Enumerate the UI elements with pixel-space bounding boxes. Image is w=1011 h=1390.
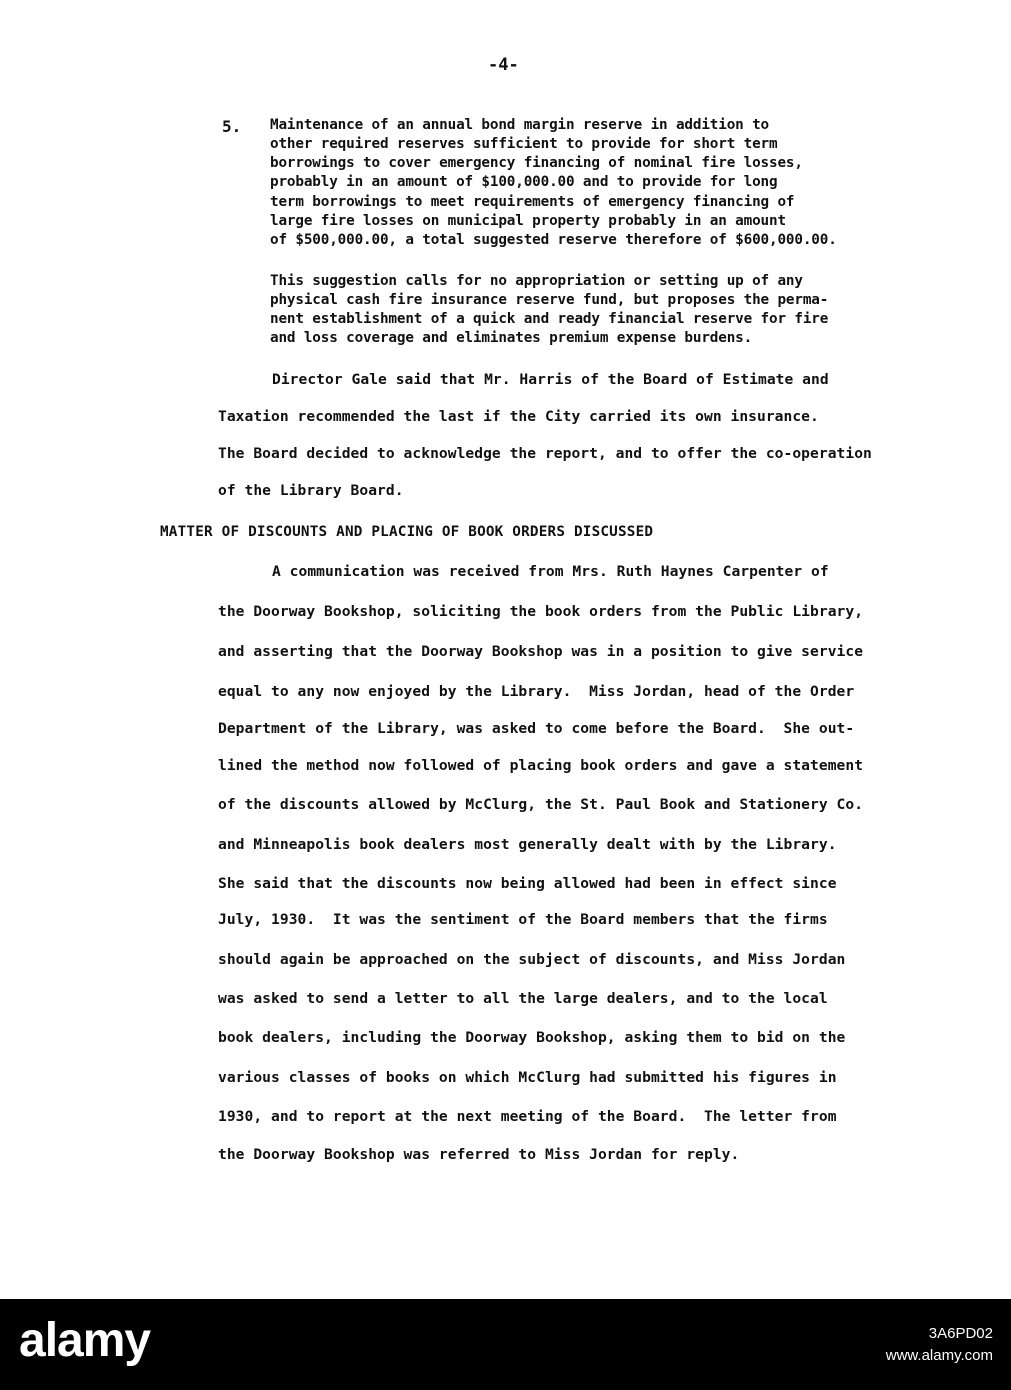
text-line: The Board decided to acknowledge the report, and to offer the co-operation <box>218 445 872 462</box>
text-line: Department of the Library, was asked to come before the Board. She out- <box>218 720 855 737</box>
text-line: and loss coverage and eliminates premium expense burdens. <box>270 330 753 346</box>
section-heading: MATTER OF DISCOUNTS AND PLACING OF BOOK ORDERS DISCUSSED <box>160 524 654 540</box>
text-line: Maintenance of an annual bond margin reserve in addition to <box>270 117 769 133</box>
text-line: and asserting that the Doorway Bookshop was in a position to give service <box>218 643 864 660</box>
text-line: Director Gale said that Mr. Harris of the Board of Estimate and <box>272 371 829 388</box>
text-line: She said that the discounts now being allowed had been in effect since <box>218 875 837 892</box>
text-line: various classes of books on which McClurg had submitted his figures in <box>218 1069 837 1086</box>
text-line: book dealers, including the Doorway Bookshop, asking them to bid on the <box>218 1029 846 1046</box>
alamy-logo: alamy <box>19 1314 151 1367</box>
text-line: was asked to send a letter to all the large dealers, and to the local <box>218 990 828 1007</box>
text-line: the Doorway Bookshop, soliciting the book orders from the Public Library, <box>218 603 864 620</box>
page-number: -4- <box>488 55 519 75</box>
text-line: probably in an amount of $100,000.00 and to provide for long <box>270 174 778 190</box>
text-line: nent establishment of a quick and ready financial reserve for fire <box>270 311 829 327</box>
text-line: This suggestion calls for no appropriation or setting up of any <box>270 273 803 289</box>
text-line: July, 1930. It was the sentiment of the Board members that the firms <box>218 911 828 928</box>
text-line: term borrowings to meet requirements of emergency financing of <box>270 194 795 210</box>
text-line: of the discounts allowed by McClurg, the St. Paul Book and Stationery Co. <box>218 796 864 813</box>
image-id: 3A6PD02 <box>928 1325 993 1342</box>
text-line: large fire losses on municipal property probably in an amount <box>270 213 786 229</box>
text-line: of the Library Board. <box>218 482 404 499</box>
text-line: and Minneapolis book dealers most generally dealt with by the Library. <box>218 836 837 853</box>
text-line: A communication was received from Mrs. Ruth Haynes Carpenter of <box>272 563 829 580</box>
text-line: borrowings to cover emergency financing of nominal fire losses, <box>270 155 803 171</box>
site-url: www.alamy.com <box>885 1347 993 1364</box>
text-line: physical cash fire insurance reserve fund, but proposes the perma- <box>270 292 829 308</box>
text-line: other required reserves sufficient to provide for short term <box>270 136 778 152</box>
text-line: Taxation recommended the last if the City carried its own insurance. <box>218 408 819 425</box>
watermark-ids <box>886 1323 993 1367</box>
text-line: 1930, and to report at the next meeting of the Board. The letter from <box>218 1108 837 1125</box>
text-line: of $500,000.00, a total suggested reserve therefore of $600,000.00. <box>270 232 837 248</box>
watermark-banner <box>0 1299 1011 1390</box>
text-line: equal to any now enjoyed by the Library. Miss Jordan, head of the Order <box>218 683 855 700</box>
text-line: should again be approached on the subject of discounts, and Miss Jordan <box>218 951 846 968</box>
item-number: 5. <box>222 117 242 136</box>
text-line: the Doorway Bookshop was referred to Miss Jordan for reply. <box>218 1146 740 1163</box>
text-line: lined the method now followed of placing book orders and gave a statement <box>218 757 864 774</box>
